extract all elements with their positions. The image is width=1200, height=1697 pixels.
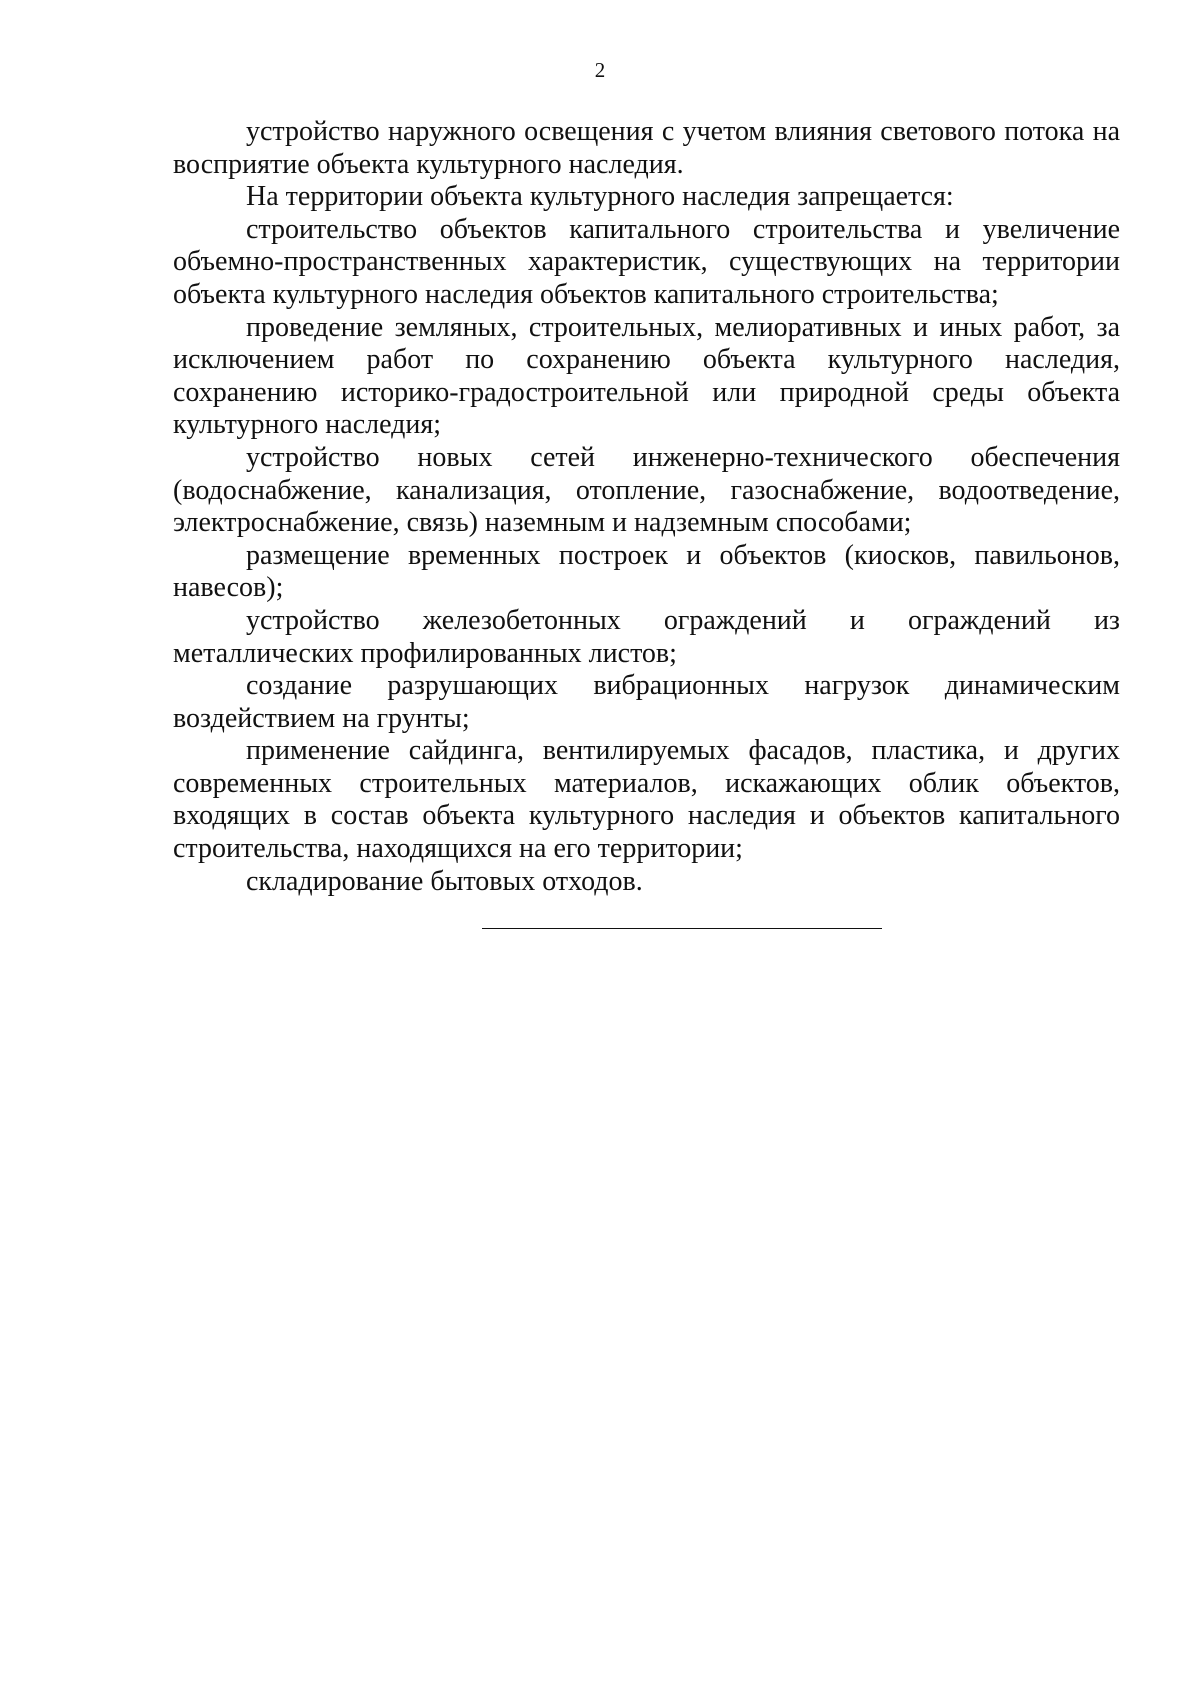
paragraph-vibration-loads: создание разрушающих вибрационных нагрузок динамическим воздействием на грунты;: [173, 670, 1120, 734]
paragraph-modern-materials: применение сайдинга, вентилируемых фасадов, пластика, и других современных строительных материалов, искажающих облик объектов, входящих в состав объекта культурного наследия и объектов капитального строительства, находящихся на его территории;: [173, 735, 1120, 865]
page-number: 2: [594, 58, 606, 82]
paragraph-fences: устройство железобетонных ограждений и ограждений из металлических профилированных листов;: [173, 604, 1120, 669]
paragraph-prohibitions-heading: На территории объекта культурного наследия запрещается:: [246, 181, 954, 213]
document-body: [173, 116, 1120, 898]
paragraph-utility-networks: устройство новых сетей инженерно-технического обеспечения (водоснабжение, канализация, отопление, газоснабжение, водоотведение, электроснабжение, связь) наземным и надземным способами;: [173, 441, 1120, 539]
end-of-document-rule: [482, 928, 882, 929]
paragraph-earthworks: проведение земляных, строительных, мелиоративных и иных работ, за исключением работ по сохранению объекта культурного наследия, сохранению историко-градостроительной или природной среды объекта культурного наследия;: [173, 311, 1120, 441]
paragraph-capital-construction: строительство объектов капитального строительства и увеличение объемно-пространственных характеристик, существующих на территории объекта культурного наследия объектов капитального строительства;: [173, 213, 1120, 310]
paragraph-waste-storage: складирование бытовых отходов.: [246, 865, 643, 897]
paragraph-temporary-structures: размещение временных построек и объектов (киосков, павильонов, навесов);: [173, 539, 1120, 604]
paragraph-outdoor-lighting: устройство наружного освещения с учетом влияния светового потока на восприятие объекта культурного наследия.: [173, 116, 1120, 180]
